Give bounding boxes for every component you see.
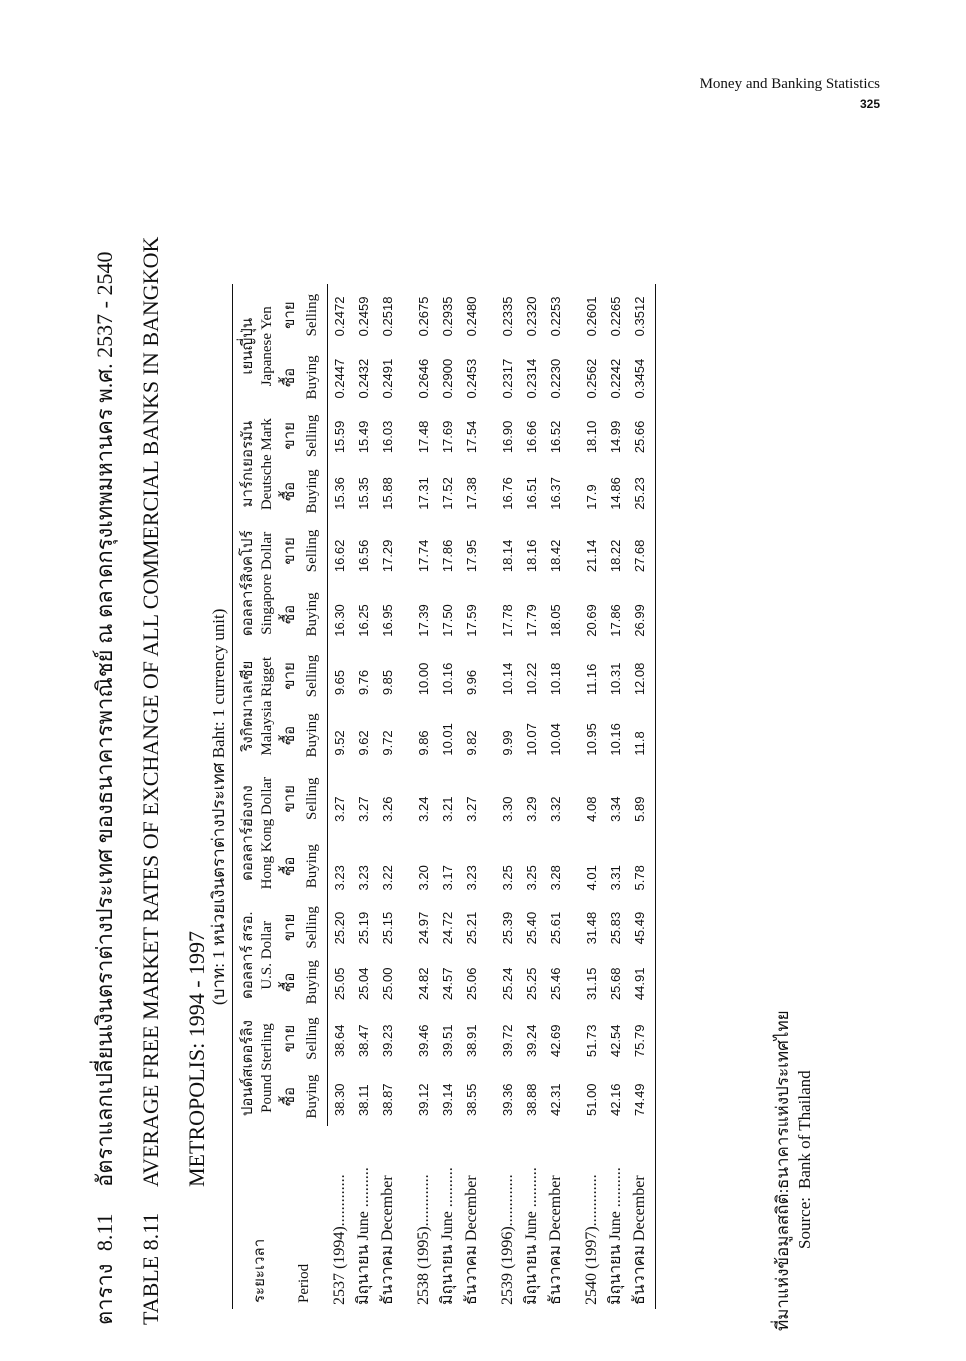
rate-cell: 10.07 — [524, 723, 539, 756]
rate-cell: 25.24 — [500, 967, 515, 1001]
rate-cell: 0.2472 — [332, 296, 347, 337]
buy-label-thai: ซื้อ — [282, 481, 298, 502]
rate-cell: 17.86 — [440, 539, 455, 573]
rate-cell: 45.49 — [628, 900, 656, 954]
period-header — [233, 1126, 328, 1309]
rate-cell: 15.36 — [332, 477, 347, 510]
source-value-thai: ธนาคารแห่งประเทศไทย — [773, 1010, 792, 1189]
rate-cell: 17.29 — [380, 539, 395, 573]
rate-cell: 10.00 — [416, 662, 431, 696]
rate-cell: 25.19 — [356, 911, 371, 945]
buy-label-thai: ซื้อ — [282, 972, 298, 992]
rate-cell: 9.72 — [380, 730, 395, 756]
rate-cell: 39.72 — [500, 1024, 515, 1058]
rate-cell: 5.89 — [628, 766, 656, 832]
buy-label-thai: ซื้อ — [282, 1086, 298, 1107]
rate-cell: 39.14 — [440, 1083, 455, 1116]
rate-cell: 0.2646 — [416, 358, 431, 399]
table-row — [376, 284, 400, 1309]
rate-cell: 39.36 — [500, 1083, 515, 1116]
sell-label-thai: ขาย — [282, 913, 298, 942]
rate-cell: 9.65 — [332, 669, 347, 696]
rate-cell: 0.2675 — [416, 296, 431, 337]
rate-cell: 16.66 — [524, 420, 539, 454]
thai-table-number: 8.11 — [92, 1213, 117, 1252]
rate-cell: 10.95 — [584, 723, 599, 756]
sell-label-english: Selling — [301, 284, 328, 346]
rate-cell: 16.51 — [524, 477, 539, 510]
rate-cell: 16.03 — [380, 420, 395, 454]
rate-cell: 18.16 — [524, 539, 539, 573]
rate-cell: 9.52 — [332, 730, 347, 756]
thai-title: อัตราแลกเปลี่ยนเงินตราต่างประเทศ ของธนาคารพาณิชย์ ณ ตลาดกรุงเทพมหานคร พ.ศ. 2537 - 2540 — [92, 251, 117, 1187]
currency-name-english: Japanese Yen — [259, 306, 275, 387]
source-label-english: Source: — [795, 1197, 814, 1249]
rate-cell: 16.37 — [548, 477, 563, 510]
rate-cell: 25.21 — [464, 911, 479, 945]
rate-cell: 42.31 — [548, 1083, 563, 1116]
rate-cell: 16.52 — [548, 420, 563, 454]
currency-name-english: Singapore Dollar — [259, 531, 275, 635]
table-row — [628, 284, 656, 1309]
buy-label-thai: ซื้อ — [282, 725, 298, 746]
rate-cell: 3.23 — [332, 865, 347, 891]
source-value-english: Bank of Thailand — [795, 1070, 814, 1189]
rate-cell: 42.16 — [608, 1083, 623, 1116]
buy-label-english: Buying — [301, 954, 328, 1010]
rate-cell: 15.88 — [380, 477, 395, 510]
table-row — [328, 284, 353, 1309]
rate-cell: 39.23 — [380, 1024, 395, 1058]
table-titles — [82, 237, 220, 1325]
currency-name-english: Malaysia Rigget — [259, 656, 275, 756]
rate-cell: 16.56 — [356, 539, 371, 573]
rate-cell: 9.82 — [464, 730, 479, 756]
rate-cell: 0.2253 — [548, 296, 563, 337]
spacer-cell — [484, 284, 496, 1309]
rate-cell: 3.21 — [440, 796, 455, 822]
period-header-thai: ระยะเวลา — [252, 1238, 269, 1303]
period-cell: 2539 (1996)............. — [499, 1174, 516, 1305]
buy-label-thai: ซื้อ — [282, 604, 298, 625]
exchange-rate-table — [232, 284, 656, 1309]
thai-table-label: ตาราง — [92, 1263, 117, 1325]
rate-cell: 38.11 — [356, 1084, 371, 1116]
thai-title-row — [82, 237, 128, 1325]
period-cell: 2540 (1997)............. — [583, 1174, 600, 1305]
rate-cell: 51.00 — [584, 1083, 599, 1116]
rate-cell: 10.01 — [440, 723, 455, 756]
rate-cell: 9.85 — [380, 669, 395, 696]
rate-cell: 14.99 — [608, 420, 623, 454]
rate-cell: 3.23 — [464, 865, 479, 891]
english-title: AVERAGE FREE MARKET RATES OF EXCHANGE OF ALL COMMERCIAL BANKS IN BANGKOK — [138, 236, 163, 1187]
buy-label-english: Buying — [301, 346, 328, 408]
group-spacer — [484, 284, 496, 1309]
currency-header — [233, 766, 280, 901]
source-note — [772, 1010, 816, 1331]
rate-cell: 25.04 — [356, 967, 371, 1001]
currency-name-thai: ดอลลาร์สิงคโปร์ — [240, 530, 256, 637]
rate-cell: 10.16 — [440, 662, 455, 696]
currency-name-thai: ริงกิตมาเลเซีย — [240, 660, 256, 752]
rate-cell: 14.86 — [608, 477, 623, 510]
rate-cell: 16.95 — [380, 604, 395, 637]
rate-cell: 16.25 — [356, 604, 371, 637]
currency-header — [233, 900, 280, 1010]
currency-header-row — [233, 284, 280, 1309]
rate-cell: 25.25 — [524, 967, 539, 1001]
rate-cell: 17.38 — [464, 477, 479, 510]
sell-label-english: Selling — [301, 520, 328, 582]
rate-cell: 38.30 — [332, 1083, 347, 1116]
rate-cell: 25.20 — [332, 911, 347, 945]
rate-cell: 3.27 — [356, 796, 371, 822]
period-cell: มิถุนายน June .......... — [439, 1167, 456, 1305]
spacer-cell — [568, 284, 580, 1309]
rate-cell: 3.31 — [608, 865, 623, 891]
rate-cell: 39.46 — [416, 1024, 431, 1058]
period-header-english: Period — [296, 1263, 313, 1303]
rate-cell: 25.00 — [380, 967, 395, 1001]
rate-cell: 11.8 — [628, 705, 656, 765]
rate-cell: 25.23 — [628, 463, 656, 520]
rate-cell: 74.49 — [628, 1067, 656, 1126]
rate-cell: 16.90 — [500, 420, 515, 454]
rate-cell: 5.78 — [628, 832, 656, 901]
sell-label-thai: ขาย — [282, 785, 298, 813]
english-title-row — [128, 237, 174, 1325]
rate-cell: 25.40 — [524, 911, 539, 945]
rate-cell: 0.2562 — [584, 358, 599, 399]
rate-cell: 10.16 — [608, 723, 623, 756]
currency-name-english: Pound Sterling — [259, 1023, 275, 1113]
rate-cell: 0.2480 — [464, 296, 479, 337]
rate-cell: 25.46 — [548, 967, 563, 1001]
rate-cell: 0.2900 — [440, 358, 455, 399]
rate-cell: 24.72 — [440, 911, 455, 945]
group-spacer — [400, 284, 412, 1309]
rate-cell: 3.32 — [548, 796, 563, 822]
rate-cell: 31.15 — [584, 967, 599, 1001]
rate-cell: 44.91 — [628, 954, 656, 1010]
rate-cell: 3.20 — [416, 865, 431, 891]
rate-cell: 3.27 — [464, 796, 479, 822]
rate-cell: 0.2447 — [332, 358, 347, 399]
rate-cell: 38.88 — [524, 1083, 539, 1116]
sell-label-thai: ขาย — [282, 301, 298, 329]
rate-cell: 31.48 — [584, 911, 599, 945]
rate-cell: 17.50 — [440, 604, 455, 637]
rate-cell: 17.95 — [464, 539, 479, 573]
rate-cell: 10.18 — [548, 662, 563, 696]
rate-cell: 18.10 — [584, 420, 599, 454]
rate-cell: 0.2242 — [608, 358, 623, 399]
rate-cell: 25.06 — [464, 967, 479, 1001]
sell-label-thai: ขาย — [282, 662, 298, 690]
rate-cell: 25.39 — [500, 911, 515, 945]
rate-cell: 3.26 — [380, 796, 395, 822]
rate-cell: 4.01 — [584, 865, 599, 891]
table-row — [460, 284, 484, 1309]
rate-cell: 3.25 — [500, 865, 515, 891]
currency-header — [233, 409, 280, 520]
rate-cell: 15.49 — [356, 420, 371, 454]
rate-cell: 0.2230 — [548, 358, 563, 399]
rate-cell: 3.24 — [416, 796, 431, 822]
period-cell: ธันวาคม December — [463, 1175, 480, 1305]
english-table-label: TABLE 8.11 — [138, 1212, 163, 1325]
rate-cell: 0.2491 — [380, 358, 395, 399]
rate-cell: 39.51 — [440, 1024, 455, 1058]
rate-cell: 18.42 — [548, 539, 563, 573]
period-cell: ธันวาคม December — [628, 1126, 656, 1309]
rate-cell: 0.2601 — [584, 296, 599, 337]
rate-cell: 16.62 — [332, 539, 347, 573]
sell-label-english: Selling — [301, 766, 328, 832]
rate-cell: 42.69 — [548, 1024, 563, 1058]
rate-cell: 15.35 — [356, 477, 371, 510]
rate-cell: 21.14 — [584, 539, 599, 573]
page-header — [700, 74, 880, 114]
rate-cell: 11.16 — [584, 663, 599, 696]
table-row — [412, 284, 436, 1309]
currency-name-thai: ดอลลาร์ สรอ. — [240, 911, 256, 999]
rate-cell: 10.22 — [524, 662, 539, 696]
rate-cell: 24.97 — [416, 911, 431, 945]
rate-cell: 9.99 — [500, 730, 515, 756]
rate-cell: 0.3512 — [628, 284, 656, 346]
currency-header — [233, 284, 280, 409]
rate-cell: 18.05 — [548, 604, 563, 637]
currency-name-english: Deutsche Mark — [259, 418, 275, 511]
rate-cell: 17.52 — [440, 477, 455, 510]
buy-label-english: Buying — [301, 832, 328, 901]
rate-cell: 38.55 — [464, 1083, 479, 1116]
source-label-thai: ที่มาแห่งข้อมูลสถิติ: — [773, 1188, 792, 1331]
rate-cell: 25.68 — [608, 967, 623, 1001]
table-row — [520, 284, 544, 1309]
rate-cell: 3.23 — [356, 865, 371, 891]
rate-cell: 17.54 — [464, 420, 479, 454]
rate-cell: 17.78 — [500, 604, 515, 637]
rate-cell: 3.22 — [380, 865, 395, 891]
rate-cell: 25.61 — [548, 911, 563, 945]
rate-cell: 42.54 — [608, 1024, 623, 1058]
rate-cell: 0.2335 — [500, 296, 515, 337]
rate-cell: 16.30 — [332, 604, 347, 637]
rate-cell: 9.96 — [464, 669, 479, 696]
rate-cell: 0.2459 — [356, 296, 371, 337]
currency-header — [233, 647, 280, 766]
period-cell: มิถุนายน June .......... — [523, 1167, 540, 1305]
buy-label-english: Buying — [301, 463, 328, 520]
rate-cell: 9.86 — [416, 730, 431, 756]
rate-cell: 26.99 — [628, 582, 656, 647]
rate-cell: 0.2320 — [524, 296, 539, 337]
currency-name-thai: มาร์กเยอรมัน — [240, 420, 256, 508]
rate-cell: 0.2432 — [356, 358, 371, 399]
rate-cell: 25.15 — [380, 911, 395, 945]
table-row — [580, 284, 604, 1309]
currency-header — [233, 520, 280, 647]
unit-note: (บาท: 1 หน่วยเงินตราต่างประเทศ Baht: 1 currency unit) — [209, 608, 228, 1005]
rate-cell: 18.14 — [500, 539, 515, 573]
rate-cell: 17.48 — [416, 420, 431, 454]
buy-label-english: Buying — [301, 582, 328, 647]
rotated-table-page — [60, 236, 860, 1335]
rate-cell: 0.2265 — [608, 296, 623, 337]
rate-cell: 17.31 — [416, 477, 431, 510]
rate-cell: 0.2518 — [380, 296, 395, 337]
rate-cell: 0.2317 — [500, 358, 515, 399]
rate-cell: 0.2453 — [464, 358, 479, 399]
rate-cell: 20.69 — [584, 604, 599, 637]
table-row — [496, 284, 520, 1309]
rate-cell: 3.29 — [524, 796, 539, 822]
rate-cell: 15.59 — [332, 420, 347, 454]
period-cell: ธันวาคม December — [547, 1175, 564, 1305]
rate-cell: 0.2314 — [524, 358, 539, 399]
rate-cell: 39.12 — [416, 1083, 431, 1116]
currency-name-thai: ปอนด์สเตอร์ลิง — [240, 1019, 256, 1117]
rate-cell: 17.74 — [416, 539, 431, 573]
sell-label-thai: ขาย — [282, 1024, 298, 1053]
buy-label-english: Buying — [301, 705, 328, 765]
sell-label-english: Selling — [301, 647, 328, 705]
rate-cell: 3.30 — [500, 796, 515, 822]
period-cell: ธันวาคม December — [379, 1175, 396, 1305]
table-row — [436, 284, 460, 1309]
rate-cell: 17.39 — [416, 604, 431, 637]
publication-title: Money and Banking Statistics — [699, 76, 880, 92]
rate-cell: 24.82 — [416, 967, 431, 1001]
rate-cell: 38.47 — [356, 1024, 371, 1058]
sell-label-english: Selling — [301, 900, 328, 954]
currency-name-thai: ดอลลาร์ฮ่องกง — [240, 785, 256, 881]
currency-name-thai: เยนญี่ปุ่น — [240, 317, 256, 375]
period-cell: 2538 (1995)............. — [415, 1174, 432, 1305]
currency-name-english: Hong Kong Dollar — [259, 776, 275, 890]
buy-label-thai: ซื้อ — [282, 856, 298, 876]
table-row — [544, 284, 568, 1309]
rate-cell: 51.73 — [584, 1024, 599, 1058]
currency-header — [233, 1010, 280, 1126]
rate-cell: 3.34 — [608, 796, 623, 822]
english-title-continued: METROPOLIS: 1994 - 1997 — [184, 930, 209, 1187]
rate-cell: 9.62 — [356, 730, 371, 756]
buy-label-thai: ซื้อ — [282, 367, 298, 388]
rate-cell: 3.27 — [332, 796, 347, 822]
rate-cell: 38.64 — [332, 1024, 347, 1058]
period-cell: มิถุนายน June .......... — [355, 1167, 372, 1305]
rate-cell: 38.87 — [380, 1083, 395, 1116]
spacer-cell — [400, 284, 412, 1309]
rate-cell: 18.22 — [608, 539, 623, 573]
rate-cell: 4.08 — [584, 796, 599, 822]
table-body — [328, 284, 656, 1309]
rate-cell: 25.66 — [628, 409, 656, 464]
rate-cell: 10.31 — [608, 662, 623, 696]
rate-cell: 38.91 — [464, 1024, 479, 1058]
rate-cell: 17.9 — [584, 484, 599, 510]
sell-label-thai: ขาย — [282, 537, 298, 565]
rate-cell: 25.83 — [608, 911, 623, 945]
rate-cell: 12.08 — [628, 647, 656, 705]
rate-cell: 39.24 — [524, 1024, 539, 1058]
rate-cell: 17.79 — [524, 604, 539, 637]
rate-cell: 75.79 — [628, 1010, 656, 1067]
rate-cell: 10.04 — [548, 723, 563, 756]
rate-cell: 27.68 — [628, 520, 656, 582]
rate-cell: 25.05 — [332, 967, 347, 1001]
table-row — [352, 284, 376, 1309]
rate-cell: 24.57 — [440, 967, 455, 1001]
rate-cell: 16.76 — [500, 477, 515, 510]
rate-cell: 3.17 — [440, 865, 455, 891]
rate-cell: 10.14 — [500, 662, 515, 696]
rate-cell: 17.86 — [608, 604, 623, 637]
currency-name-english: U.S. Dollar — [259, 920, 275, 990]
sell-label-thai: ขาย — [282, 422, 298, 450]
rate-cell: 9.76 — [356, 669, 371, 696]
period-cell: 2537 (1994)............. — [330, 1174, 348, 1305]
rate-cell: 0.2935 — [440, 296, 455, 337]
sell-label-english: Selling — [301, 1010, 328, 1067]
buy-label-english: Buying — [301, 1067, 328, 1126]
table-row — [604, 284, 628, 1309]
sell-label-english: Selling — [301, 409, 328, 464]
page-number: 325 — [859, 97, 880, 111]
rate-cell: 3.28 — [548, 865, 563, 891]
rate-cell: 0.3454 — [628, 346, 656, 408]
rate-cell: 3.25 — [524, 865, 539, 891]
rate-cell: 17.59 — [464, 604, 479, 637]
period-cell: มิถุนายน June .......... — [607, 1167, 624, 1305]
rate-cell: 17.69 — [440, 420, 455, 454]
group-spacer — [568, 284, 580, 1309]
